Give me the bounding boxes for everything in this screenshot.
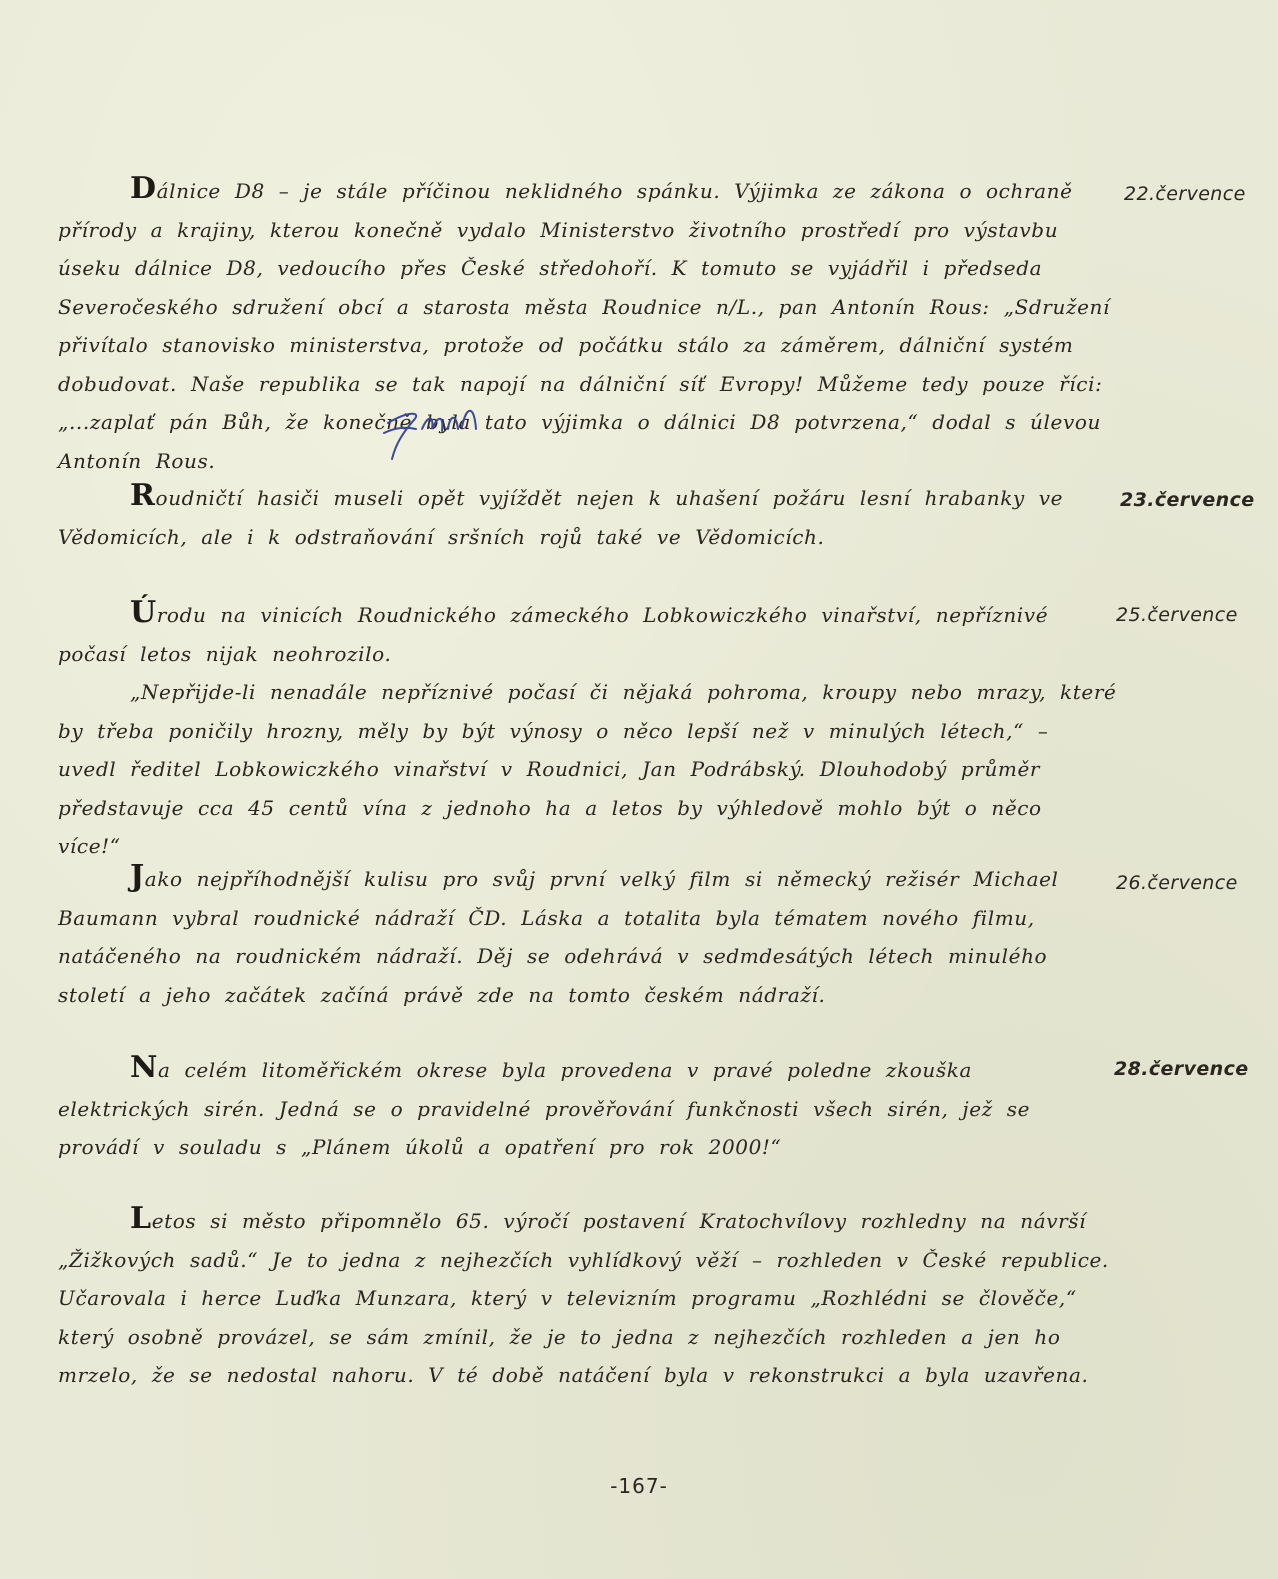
page-number: -167- xyxy=(610,1474,668,1498)
entry-6-initial: L xyxy=(130,1201,152,1236)
entry-6-paragraph xyxy=(58,1200,1118,1395)
entry-5-date: 28.července xyxy=(1114,1058,1249,1080)
entry-2-initial: R xyxy=(130,478,156,513)
entry-3-paragraph xyxy=(58,594,1118,673)
entry-1-paragraph xyxy=(58,170,1118,480)
entry-2-paragraph xyxy=(58,477,1118,556)
chronicle-entry-5 xyxy=(58,1049,1118,1167)
entry-4-date: 26.července xyxy=(1116,872,1238,894)
chronicle-entry-6 xyxy=(58,1200,1118,1395)
handwritten-signature xyxy=(378,393,488,463)
entry-5-paragraph xyxy=(58,1049,1118,1167)
entry-1-text: álnice D8 – je stále příčinou neklidného spánku. Výjimka ze zákona o ochraně přírody a krajiny, kterou konečně vydalo Ministerstvo životního prostředí pro výstavbu úseku dálnice D8, vedoucího přes České středohoří. K tomuto se vyjádřil i předseda Severočeského sdružení obcí a starosta města Roudnice n/L., pan Antonín Rous: „Sdružení přivítalo stanovisko ministerstva, protože od počátku stálo za záměrem, dálniční systém dobudovat. Naše republika se tak napojí na dálniční síť Evropy! Můžeme tedy pouze říci: „...zaplať pán Bůh, že konečně byla tato výjimka o dálnici D8 potvrzena,“ dodal s úlevou Antonín Rous. xyxy=(58,179,1111,473)
chronicle-entry-3 xyxy=(58,594,1118,866)
entry-4-initial: J xyxy=(130,859,145,894)
entry-5-text: a celém litoměřickém okrese byla provedena v pravé poledne zkouška elektrických sirén. Jedná se o pravidelné prověřování funkčnosti všech sirén, jež se provádí v souladu s „Plánem úkolů a opatření pro rok 2000!“ xyxy=(58,1058,1031,1159)
entry-1-initial: D xyxy=(130,171,157,206)
entry-3-continuation: „Nepřijde-li nenadále nepříznivé počasí či nějaká pohroma, kroupy nebo mrazy, které by třeba poničily hrozny, měly by být výnosy o něco lepší než v minulých létech,“ – uvedl ředitel Lobkowiczkého vinařství v Roudnici, Jan Podrábský. Dlouhodobý průměr představuje cca 45 centů vína z jednoho ha a letos by výhledově mohlo být o něco více!“ xyxy=(58,680,1117,858)
entry-2-text: oudničtí hasiči museli opět vyjíždět nejen k uhašení požáru lesní hrabanky ve Vědomicích, ale i k odstraňování sršních rojů také ve Vědomicích. xyxy=(58,486,1064,549)
entry-4-text: ako nejpříhodnější kulisu pro svůj první velký film si německý režisér Michael Baumann vybral roudnické nádraží ČD. Láska a totalita byla tématem nového filmu, natáčeného na roudnickém nádraží. Děj se odehrává v sedmdesátých létech minulého století a jeho začátek začíná právě zde na tomto českém nádraží. xyxy=(58,867,1059,1007)
entry-3-text: rodu na vinicích Roudnického zámeckého Lobkowiczkého vinařství, nepříznivé počasí letos nijak neohrozilo. xyxy=(58,603,1049,666)
entry-4-paragraph xyxy=(58,858,1118,1014)
entry-3-initial: Ú xyxy=(130,595,157,630)
chronicle-entry-2 xyxy=(58,477,1118,556)
entry-6-text: etos si město připomnělo 65. výročí postavení Kratochvílovy rozhledny na návrší „Žižkových sadů.“ Je to jedna z nejhezčích vyhlídkový věží – rozhleden v České republice. Učarovala i herce Luďka Munzara, který v televizním programu „Rozhlédni se člověče,“ který osobně provázel, se sám zmínil, že je to jedna z nejhezčích rozhleden a jen ho mrzelo, že se nedostal nahoru. V té době natáčení byla v rekonstrukci a byla uzavřena. xyxy=(58,1209,1109,1387)
chronicle-entry-1 xyxy=(58,170,1118,480)
entry-1-date: 22.července xyxy=(1124,183,1246,205)
chronicle-entry-4 xyxy=(58,858,1118,1014)
entry-5-initial: N xyxy=(130,1050,159,1085)
entry-3-date: 25.července xyxy=(1116,604,1238,626)
entry-2-date: 23.července xyxy=(1120,489,1255,511)
